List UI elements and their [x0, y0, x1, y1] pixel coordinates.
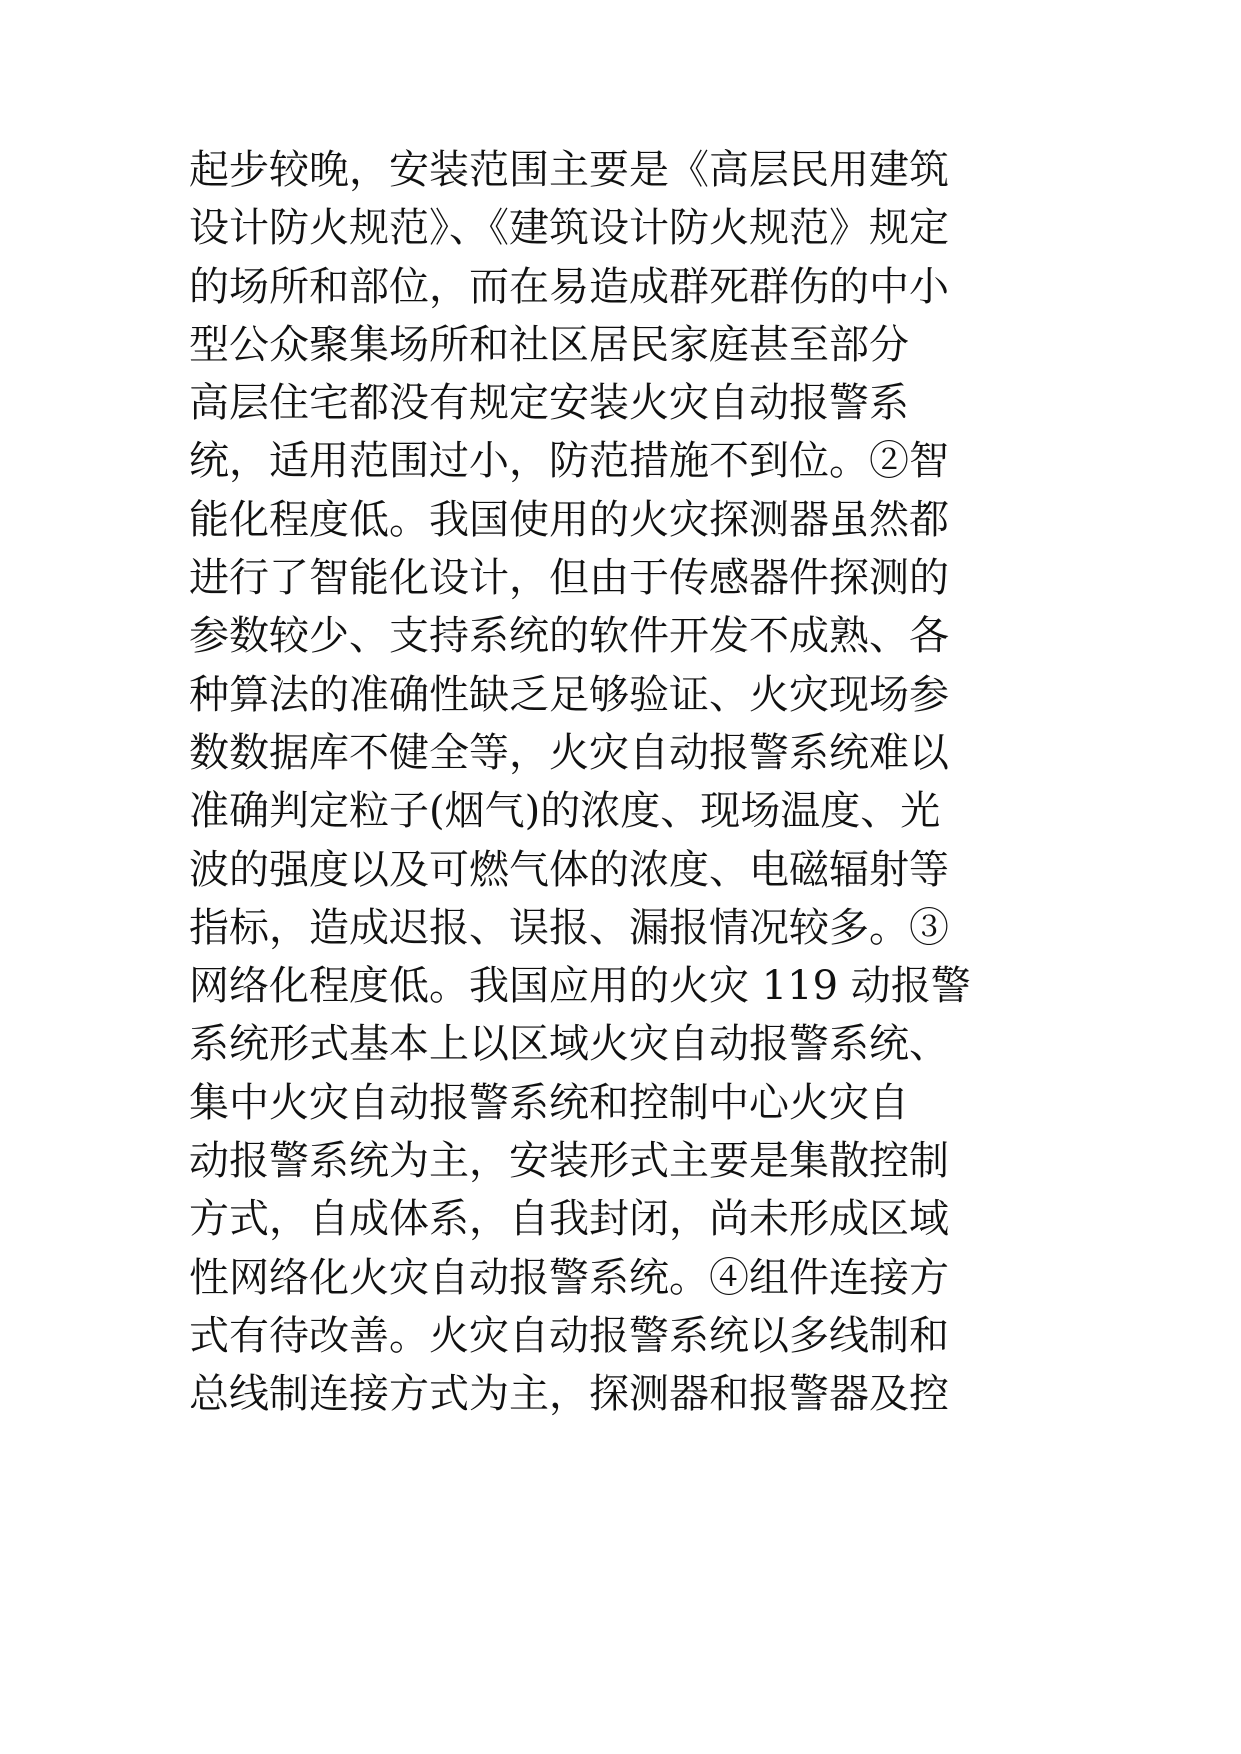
- text-line: 式有待改善。火灾自动报警系统以多线制和: [189, 1312, 949, 1359]
- text-line: 总线制连接方式为主，探测器和报警器及控: [189, 1371, 949, 1418]
- text-line: 高层住宅都没有规定安装火灾自动报警系: [189, 380, 909, 427]
- text-line: 种算法的准确性缺乏足够验证、火灾现场参: [189, 671, 949, 718]
- text-line: 数数据库不健全等，火灾自动报警系统难以: [189, 729, 949, 776]
- text-line: 的场所和部位，而在易造成群死群伤的中小: [189, 263, 949, 310]
- text-line: 系统形式基本上以区域火灾自动报警系统、: [189, 1021, 949, 1068]
- text-line: 性网络化火灾自动报警系统。④组件连接方: [189, 1254, 949, 1301]
- text-line: 网络化程度低。我国应用的火灾 119 动报警: [189, 963, 971, 1010]
- text-line: 起步较晚，安装范围主要是《高层民用建筑: [189, 147, 949, 193]
- text-line: 设计防火规范》、《建筑设计防火规范》规定: [189, 205, 949, 252]
- text-line: 方式，自成体系，自我封闭，尚未形成区域: [189, 1196, 949, 1243]
- text-line: 波的强度以及可燃气体的浓度、电磁辐射等: [189, 846, 949, 893]
- text-line: 能化程度低。我国使用的火灾探测器虽然都: [189, 496, 949, 543]
- text-line: 型公众聚集场所和社区居民家庭甚至部分: [189, 321, 909, 368]
- text-line: 指标，造成迟报、误报、漏报情况较多。③: [189, 904, 949, 951]
- text-line: 准确判定粒子(烟气)的浓度、现场温度、光: [189, 788, 941, 835]
- text-line: 动报警系统为主，安装形式主要是集散控制: [189, 1138, 949, 1185]
- body-text: [189, 141, 1089, 1424]
- text-line: 进行了智能化设计，但由于传感器件探测的: [189, 555, 949, 602]
- text-line: 统，适用范围过小，防范措施不到位。②智: [189, 438, 949, 485]
- text-line: 集中火灾自动报警系统和控制中心火灾自: [189, 1079, 909, 1126]
- text-line: 参数较少、支持系统的软件开发不成熟、各: [189, 613, 949, 660]
